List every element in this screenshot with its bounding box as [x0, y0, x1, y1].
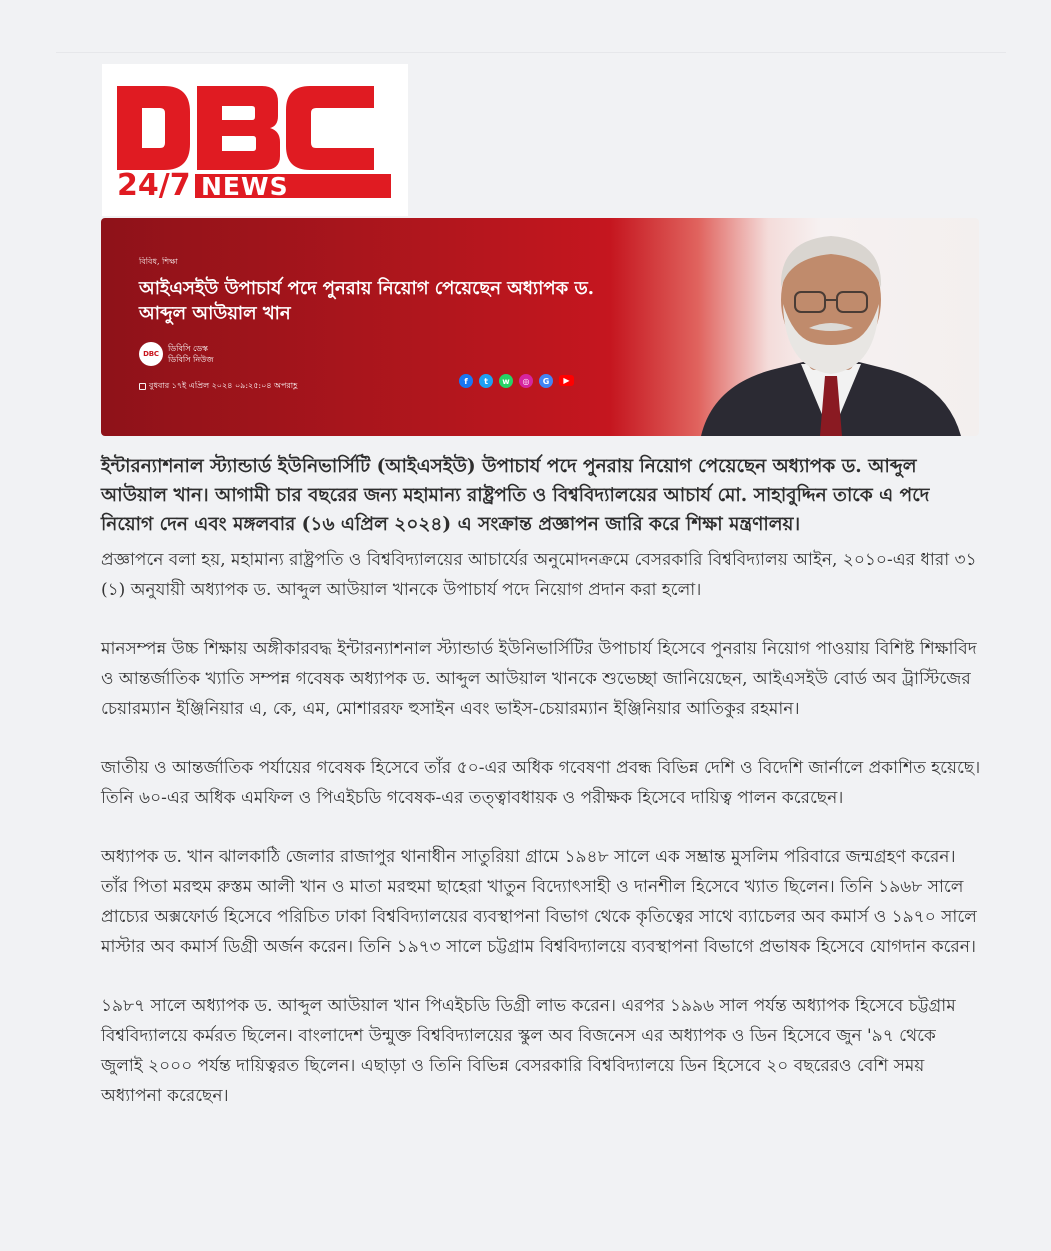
publish-date	[139, 380, 297, 393]
logo-news-text: NEWS	[201, 172, 289, 201]
author-avatar-label: DBC	[143, 350, 159, 358]
top-divider	[56, 52, 1006, 53]
article-category[interactable]: বিবিধ, শিক্ষা	[139, 257, 178, 266]
article-header-banner	[101, 218, 979, 436]
twitter-icon[interactable]: t	[479, 374, 493, 388]
publish-date-text: বুধবার ১৭ই এপ্রিল ২০২৪ ০৯:২৫:০৪ অপরাহ্ণ	[149, 381, 298, 390]
article-paragraph: অধ্যাপক ড. খান ঝালকাঠি জেলার রাজাপুর থানাধীন সাতুরিয়া গ্রামে ১৯৪৮ সালে এক সম্ভ্রান্ত মুসলিম পরিবারে জন্মগ্রহণ করেন। তাঁর পিতা মরহুম রুস্তম আলী খান ও মাতা মরহুমা ছাহেরা খাতুন বিদ্যোৎসাহী ও দানশীল হিসেবে খ্যাত ছিলেন। তিনি ১৯৬৮ সালে প্রাচ্যের অক্সফোর্ড হিসেবে পরিচিত ঢাকা বিশ্ববিদ্যালয়ের ব্যবস্থাপনা বিভাগ থেকে কৃতিত্বের সাথে ব্যাচেলর অব কমার্স ও ১৯৭০ সালে মাস্টার অব কমার্স ডিগ্রী অর্জন করেন। তিনি ১৯৭৩ সালে চট্টগ্রাম বিশ্ববিদ্যালয়ে ব্যবস্থাপনা বিভাগে প্রভাষক হিসেবে যোগদান করেন।	[101, 847, 977, 957]
article-paragraph: জাতীয় ও আন্তর্জাতিক পর্যায়ের গবেষক হিসেবে তাঁর ৫০-এর অধিক গবেষণা প্রবন্ধ বিভিন্ন দেশি ও বিদেশি জার্নালে প্রকাশিত হয়েছে। তিনি ৬০-এর অধিক এমফিল ও পিএইচডি গবেষক-এর তত্ত্বাবধায়ক ও পরীক্ষক হিসেবে দায়িত্ব পালন করেছেন।	[101, 758, 981, 808]
calendar-icon	[139, 383, 146, 390]
article-paragraph: ১৯৮৭ সালে অধ্যাপক ড. আব্দুল আউয়াল খান পিএইচডি ডিগ্রী লাভ করেন। এরপর ১৯৯৬ সাল পর্যন্ত অধ্যাপক হিসেবে চট্টগ্রাম বিশ্ববিদ্যালয়ে কর্মরত ছিলেন। বাংলাদেশ উন্মুক্ত বিশ্ববিদ্যালয়ের স্কুল অব বিজনেস এর অধ্যাপক ও ডিন হিসেবে জুন '৯৭ থেকে জুলাই ২০০০ পর্যন্ত দায়িত্বরত ছিলেন। এছাড়া ও তিনি বিভিন্ন বেসরকারি বিশ্ববিদ্যালয়ে ডিন হিসেবে ২০ বছরেরও বেশি সময় অধ্যাপনা করেছেন।	[101, 996, 956, 1106]
author-avatar	[139, 342, 163, 366]
article-paragraph: মানসম্পন্ন উচ্চ শিক্ষায় অঙ্গীকারবদ্ধ ইন্টারন্যাশনাল স্ট্যান্ডার্ড ইউনিভার্সিটির উপাচার্য হিসেবে পুনরায় নিয়োগ পাওয়ায় বিশিষ্ট শিক্ষাবিদ ও আন্তর্জাতিক খ্যাতি সম্পন্ন গবেষক অধ্যাপক ড. আব্দুল আউয়াল খানকে শুভেচ্ছা জানিয়েছেন, আইএসইউ বোর্ড অব ট্রাস্টিজের চেয়ারম্যান ইঞ্জিনিয়ার এ, কে, এম, মোশাররফ হুসাইন এবং ভাইস-চেয়ারম্যান ইঞ্জিনিয়ার আতিকুর রহমান।	[101, 639, 977, 719]
dbc-news-logo[interactable]	[102, 64, 408, 216]
instagram-icon[interactable]: ◎	[519, 374, 533, 388]
facebook-icon[interactable]: f	[459, 374, 473, 388]
author-name[interactable]: ডিবিসি ডেস্ক	[168, 344, 208, 353]
article-paragraph: প্রজ্ঞাপনে বলা হয়, মহামান্য রাষ্ট্রপতি ও বিশ্ববিদ্যালয়ের আচার্যের অনুমোদনক্রমে বেসরকারি বিশ্ববিদ্যালয় আইন, ২০১০-এর ধারা ৩১ (১) অনুযায়ী অধ্যাপক ড. আব্দুল আউয়াল খানকে উপাচার্য পদে নিয়োগ প্রদান করা হলো।	[101, 550, 977, 600]
article-lead: ইন্টারন্যাশনাল স্ট্যান্ডার্ড ইউনিভার্সিটি (আইএসইউ) উপাচার্য পদে পুনরায় নিয়োগ পেয়েছেন অধ্যাপক ড. আব্দুল আউয়াল খান। আগামী চার বছরের জন্য মহামান্য রাষ্ট্রপতি ও বিশ্ববিদ্যালয়ের আচার্য মো. সাহাবুদ্দিন তাকে এ পদে নিয়োগ দেন এবং মঙ্গলবার (১৬ এপ্রিল ২০২৪) এ সংক্রান্ত প্রজ্ঞাপন জারি করে শিক্ষা মন্ত্রণালয়।	[101, 456, 930, 535]
portrait-photo	[661, 218, 979, 436]
logo-247-text: 24/7	[117, 168, 191, 203]
author-source: ডিবিসি নিউজ	[168, 355, 214, 364]
google-news-icon[interactable]: G	[539, 374, 553, 388]
article-headline: আইএসইউ উপাচার্য পদে পুনরায় নিয়োগ পেয়েছেন অধ্যাপক ড. আব্দুল আউয়াল খান	[139, 278, 594, 324]
youtube-icon[interactable]: ▶	[559, 375, 574, 386]
author-block	[139, 342, 214, 366]
article-body	[101, 452, 981, 1140]
whatsapp-icon[interactable]: w	[499, 374, 513, 388]
share-buttons	[459, 374, 574, 388]
